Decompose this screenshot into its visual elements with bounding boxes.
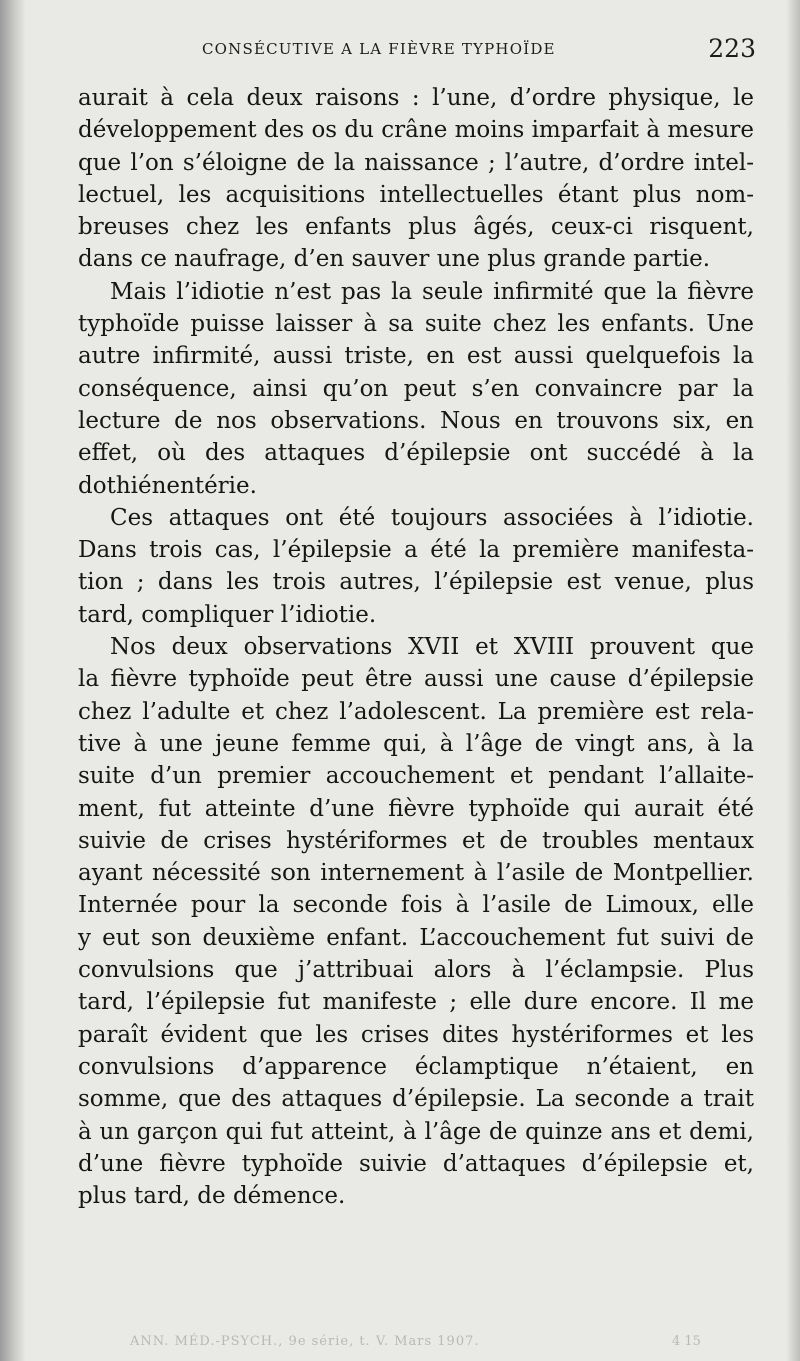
text-line: lectuel, les acquisitions intellectuelles étant plus nom- [78,181,754,208]
text-line: breuses chez les enfants plus âgés, ceux-ci risquent, [78,214,754,241]
text-line: convulsions d’apparence éclamptique n’étaient, en [78,1053,754,1080]
text-line: chez l’adulte et chez l’adolescent. La première est rela- [78,698,754,725]
text-line: autre infirmité, aussi triste, en est aussi quelquefois la [78,343,754,370]
text-line: typhoïde puisse laisser à sa suite chez les enfants. Une [78,311,754,338]
text-line: convulsions que j’attribuai alors à l’éclampsie. Plus [78,957,754,984]
body-text [78,82,754,1212]
text-line: Dans trois cas, l’épilepsie a été la première manifesta- [78,537,754,564]
paragraph-start-line: Mais l’idiotie n’est pas la seule infirmité que la fièvre [110,278,754,305]
text-line: paraît évident que les crises dites hystériformes et les [78,1021,754,1048]
text-line: suite d’un premier accouchement et pendant l’allaite- [78,763,754,790]
text-line: que l’on s’éloigne de la naissance ; l’autre, d’ordre intel- [78,149,754,176]
text-line: tard, l’épilepsie fut manifeste ; elle dure encore. Il me [78,989,754,1016]
text-line: développement des os du crâne moins imparfait à mesure [78,117,754,144]
text-line: tion ; dans les trois autres, l’épilepsie est venue, plus [78,569,754,596]
text-line: dothiénentérie. [78,472,257,499]
text-line: suivie de crises hystériformes et de troubles mentaux [78,827,754,854]
text-line: somme, que des attaques d’épilepsie. La seconde a trait [78,1086,754,1113]
text-line: tive à une jeune femme qui, à l’âge de vingt ans, à la [78,730,754,757]
text-line: lecture de nos observations. Nous en trouvons six, en [78,407,754,434]
page-number: 223 [708,34,756,63]
text-line: tard, compliquer l’idiotie. [78,601,377,628]
page-header [78,34,756,70]
text-line: aurait à cela deux raisons : l’une, d’ordre physique, le [78,85,754,111]
text-line: ment, fut atteinte d’une fièvre typhoïde qui aurait été [78,795,754,822]
text-line: effet, où des attaques d’épilepsie ont succédé à la [78,440,754,467]
text-line: à un garçon qui fut atteint, à l’âge de quinze ans et demi, [78,1118,754,1145]
text-line: conséquence, ainsi qu’on peut s’en convaincre par la [78,375,754,402]
text-line: plus tard, de démence. [78,1183,346,1210]
page-gutter-shadow [0,0,26,1361]
paragraph-start-line: Nos deux observations XVII et XVIII prouvent que [110,634,754,661]
text-line: d’une fièvre typhoïde suivie d’attaques d’épilepsie et, [78,1150,754,1177]
page-edge-shadow [786,0,800,1361]
text-line: Internée pour la seconde fois à l’asile de Limoux, elle [78,892,754,919]
text-line: y eut son deuxième enfant. L’accouchement fut suivi de [78,924,754,951]
footer-signature-mark: 4 15 [672,1334,701,1349]
running-head: CONSÉCUTIVE A LA FIÈVRE TYPHOÏDE [202,40,556,58]
text-line: la fièvre typhoïde peut être aussi une cause d’épilepsie [78,666,754,693]
text-line: dans ce naufrage, d’en sauver une plus grande partie. [78,246,711,273]
paragraph-start-line: Ces attaques ont été toujours associées à l’idiotie. [110,504,754,531]
footer-journal-reference: ANN. MÉD.-PSYCH., 9e série, t. V. Mars 1907. [130,1334,480,1349]
text-line: ayant nécessité son internement à l’asile de Montpellier. [78,860,754,887]
